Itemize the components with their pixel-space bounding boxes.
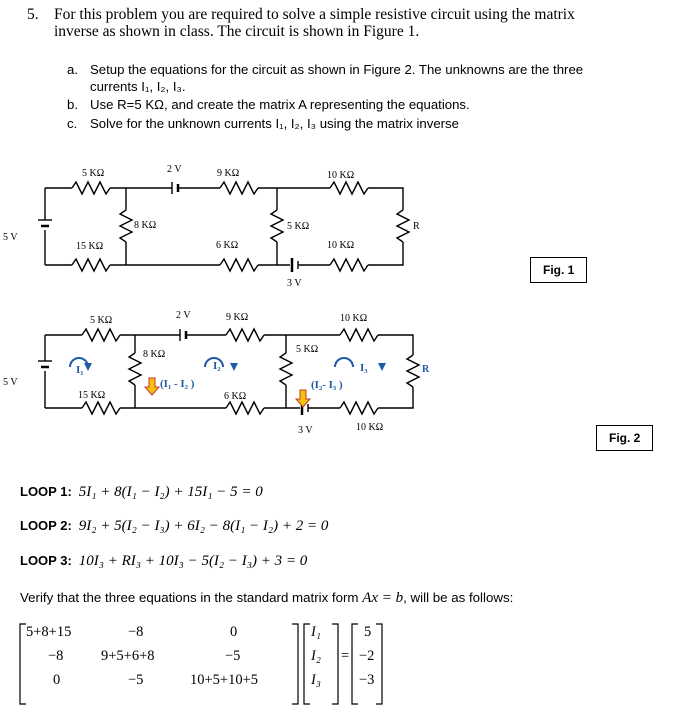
matrix-a-r1c3: 0 bbox=[230, 624, 238, 640]
fig1-r-bot1: 15 KΩ bbox=[76, 241, 104, 252]
matrix-equals: = bbox=[341, 648, 350, 664]
item-b-text: Use R=5 KΩ, and create the matrix A representing the equations. bbox=[90, 97, 470, 112]
vector-b-3: −3 bbox=[359, 672, 375, 688]
fig1-r-mid1: 8 KΩ bbox=[134, 220, 157, 231]
fig2-r-bot1: 15 KΩ bbox=[78, 390, 106, 401]
fig2-r-bot3: 10 KΩ bbox=[356, 422, 384, 433]
fig2-src-top: 2 V bbox=[176, 310, 191, 321]
vector-x-1: I₁ bbox=[311, 624, 321, 640]
fig1-label: Fig. 1 bbox=[530, 257, 587, 283]
item-c-marker: c. bbox=[67, 116, 78, 131]
fig2-r-bot2: 6 KΩ bbox=[224, 391, 247, 402]
fig2-label: Fig. 2 bbox=[596, 425, 653, 451]
item-a-marker: a. bbox=[67, 62, 78, 77]
verify-form: Ax = b bbox=[362, 590, 404, 606]
loop-3-label: LOOP 3: bbox=[20, 553, 72, 568]
fig1-r-top1: 5 KΩ bbox=[82, 168, 105, 179]
loop-2-equation: 9I₂ + 5(I₂ − I₃) + 6I₂ − 8(I₁ − I₂) + 2 = 0 bbox=[78, 518, 329, 534]
fig1-src-left: 5 V bbox=[3, 232, 18, 243]
matrix-a-r2c1: −8 bbox=[48, 648, 64, 664]
matrix-a-r3c2: −5 bbox=[128, 672, 144, 688]
fig2-i3: I₃ bbox=[360, 362, 368, 374]
matrix-a-r3c3: 10+5+10+5 bbox=[190, 672, 259, 688]
fig1-src-top: 2 V bbox=[167, 164, 182, 175]
fig1-r-top2: 9 KΩ bbox=[217, 168, 240, 179]
item-c-text: Solve for the unknown currents I₁, I₂, I₃ using the matrix inverse bbox=[90, 116, 459, 131]
loop-2-label: LOOP 2: bbox=[20, 518, 72, 533]
loop-1-label: LOOP 1: bbox=[20, 484, 72, 499]
matrix-a-r1c2: −8 bbox=[128, 624, 144, 640]
matrix-a-r3c1: 0 bbox=[53, 672, 61, 688]
matrix-a-r2c2: 9+5+6+8 bbox=[101, 648, 155, 664]
problem-line-2: inverse as shown in class. The circuit is shown in Figure 1. bbox=[54, 23, 420, 40]
vector-x-3: I₃ bbox=[311, 672, 321, 688]
verify-text: Verify that the three equations in the standard matrix form bbox=[20, 590, 363, 605]
loop-1-equation: 5I₁ + 8(I₁ − I₂) + 15I₁ − 5 = 0 bbox=[78, 484, 263, 500]
fig1-r-bot2: 6 KΩ bbox=[216, 240, 239, 251]
fig2-src-bot: 3 V bbox=[298, 425, 313, 436]
problem-line-1: For this problem you are required to solve a simple resistive circuit using the matrix bbox=[54, 6, 575, 23]
fig1-r-mid2: 5 KΩ bbox=[287, 221, 310, 232]
figure-2-circuit bbox=[0, 305, 681, 445]
loop-2 bbox=[20, 518, 328, 535]
fig2-i2: I₂ bbox=[213, 360, 221, 372]
fig2-r-mid1: 8 KΩ bbox=[143, 349, 166, 360]
problem-number: 5. bbox=[27, 6, 39, 23]
vector-x-2: I₂ bbox=[311, 648, 321, 664]
item-a-text-cont: currents I₁, I₂, I₃. bbox=[90, 79, 186, 94]
matrix-a-r2c3: −5 bbox=[225, 648, 241, 664]
item-a-text: Setup the equations for the circuit as shown in Figure 2. The unknowns are the three bbox=[90, 62, 584, 77]
fig1-r-R: R bbox=[413, 221, 420, 232]
fig1-r-bot3: 10 KΩ bbox=[327, 240, 355, 251]
loop-1 bbox=[20, 484, 263, 501]
fig2-i12: (I₁ - I₂ ) bbox=[160, 378, 195, 390]
matrix-a-r1c1: 5+8+15 bbox=[26, 624, 72, 640]
loop-3 bbox=[20, 553, 307, 570]
fig1-r-top3: 10 KΩ bbox=[327, 170, 355, 181]
fig2-r-R: R bbox=[422, 364, 430, 375]
vector-b-1: 5 bbox=[364, 624, 372, 640]
item-b-marker: b. bbox=[67, 97, 78, 112]
fig2-r-top2: 9 KΩ bbox=[226, 312, 249, 323]
fig2-i23: (I₂- I₃ ) bbox=[311, 379, 343, 391]
verify-tail: , will be as follows: bbox=[403, 590, 514, 605]
verify-sentence bbox=[20, 590, 513, 607]
fig1-src-bot: 3 V bbox=[287, 278, 302, 289]
vector-b-2: −2 bbox=[359, 648, 375, 664]
fig2-r-top1: 5 KΩ bbox=[90, 315, 113, 326]
fig2-i1: I₁ bbox=[76, 364, 84, 376]
loop-3-equation: 10I₃ + RI₃ + 10I₃ − 5(I₂ − I₃) + 3 = 0 bbox=[78, 553, 308, 569]
fig2-r-mid2: 5 KΩ bbox=[296, 344, 319, 355]
fig2-src-left: 5 V bbox=[3, 377, 18, 388]
fig2-r-top3: 10 KΩ bbox=[340, 313, 368, 324]
